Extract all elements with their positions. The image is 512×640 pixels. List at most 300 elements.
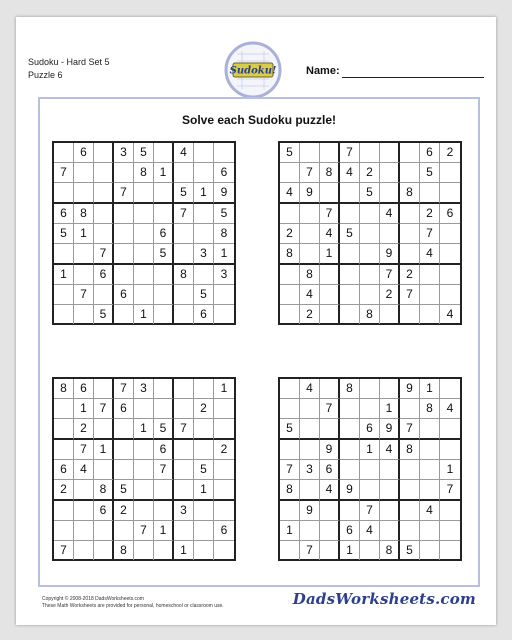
sudoku-cell[interactable]	[114, 460, 134, 480]
sudoku-cell[interactable]	[194, 204, 214, 224]
sudoku-cell: 4	[74, 460, 94, 480]
sudoku-cell: 8	[400, 183, 420, 204]
sudoku-cell: 7	[400, 419, 420, 440]
sudoku-cell[interactable]	[54, 285, 74, 305]
sudoku-cell[interactable]	[54, 305, 74, 324]
sudoku-cell: 8	[300, 265, 320, 285]
sudoku-cell[interactable]	[134, 285, 154, 305]
sudoku-cell[interactable]	[380, 521, 400, 541]
sudoku-cell[interactable]	[440, 501, 460, 521]
sudoku-cell: 7	[74, 440, 94, 460]
sudoku-cell[interactable]	[280, 265, 300, 285]
sudoku-cell: 4	[300, 379, 320, 399]
sudoku-cell[interactable]	[300, 244, 320, 265]
sudoku-cell[interactable]	[134, 440, 154, 460]
sudoku-cell: 4	[380, 204, 400, 224]
sudoku-cell: 3	[214, 265, 234, 285]
sudoku-cell[interactable]	[400, 501, 420, 521]
sudoku-cell[interactable]	[174, 224, 194, 244]
sudoku-cell[interactable]	[134, 183, 154, 204]
sudoku-cell[interactable]	[114, 224, 134, 244]
sudoku-cell: 5	[154, 244, 174, 265]
sudoku-cell: 4	[280, 183, 300, 204]
sudoku-cell[interactable]	[400, 480, 420, 501]
sudoku-cell[interactable]	[154, 379, 174, 399]
sudoku-cell[interactable]	[380, 183, 400, 204]
sudoku-cell[interactable]	[114, 419, 134, 440]
sudoku-cell[interactable]	[420, 265, 440, 285]
sudoku-cell[interactable]	[54, 440, 74, 460]
sudoku-cell: 5	[154, 419, 174, 440]
sudoku-cell[interactable]	[194, 163, 214, 183]
sudoku-cell[interactable]	[94, 285, 114, 305]
sudoku-cell[interactable]	[440, 183, 460, 204]
sudoku-cell[interactable]	[280, 541, 300, 560]
sudoku-cell[interactable]	[340, 501, 360, 521]
sudoku-cell: 1	[154, 521, 174, 541]
sudoku-cell[interactable]	[174, 460, 194, 480]
sudoku-cell[interactable]	[134, 501, 154, 521]
sudoku-cell: 2	[400, 265, 420, 285]
sudoku-cell: 6	[154, 440, 174, 460]
sudoku-cell[interactable]	[54, 501, 74, 521]
sudoku-cell[interactable]	[94, 183, 114, 204]
sudoku-cell[interactable]	[134, 399, 154, 419]
sudoku-cell[interactable]	[440, 419, 460, 440]
sudoku-cell[interactable]	[300, 204, 320, 224]
sudoku-cell[interactable]	[54, 521, 74, 541]
sudoku-cell[interactable]	[154, 399, 174, 419]
usage-notice: These Math Worksheets are provided for personal, homeschool or classroom use.	[42, 603, 224, 609]
sudoku-cell[interactable]	[280, 204, 300, 224]
sudoku-cell[interactable]	[400, 305, 420, 324]
sudoku-cell[interactable]	[400, 460, 420, 480]
sudoku-cell[interactable]	[174, 480, 194, 501]
sudoku-cell[interactable]	[114, 244, 134, 265]
sudoku-cell[interactable]	[54, 143, 74, 163]
sudoku-cell[interactable]	[420, 183, 440, 204]
name-label: Name:	[306, 65, 340, 77]
sudoku-cell[interactable]	[440, 163, 460, 183]
sudoku-cell: 1	[214, 379, 234, 399]
sudoku-cell: 8	[380, 541, 400, 560]
sudoku-cell[interactable]	[214, 285, 234, 305]
sudoku-cell: 1	[134, 419, 154, 440]
sudoku-cell[interactable]	[114, 521, 134, 541]
sudoku-cell[interactable]	[340, 419, 360, 440]
sudoku-cell[interactable]	[320, 521, 340, 541]
sudoku-cell[interactable]	[280, 163, 300, 183]
sudoku-cell[interactable]	[174, 163, 194, 183]
sudoku-cell: 1	[440, 460, 460, 480]
sudoku-cell: 7	[154, 460, 174, 480]
sudoku-cell[interactable]	[74, 244, 94, 265]
copyright-text: Copyright © 2008-2018 DadsWorksheets.com	[42, 596, 144, 602]
sudoku-cell[interactable]	[214, 501, 234, 521]
sudoku-cell: 7	[360, 501, 380, 521]
sudoku-cell: 2	[360, 163, 380, 183]
sudoku-cell[interactable]	[420, 419, 440, 440]
sudoku-grid-2	[278, 141, 462, 325]
sudoku-cell[interactable]	[380, 480, 400, 501]
sudoku-cell: 1	[320, 244, 340, 265]
sudoku-cell[interactable]	[280, 501, 300, 521]
sudoku-cell: 7	[174, 204, 194, 224]
sudoku-cell[interactable]	[440, 440, 460, 460]
sudoku-cell[interactable]	[194, 541, 214, 560]
sudoku-cell[interactable]	[380, 501, 400, 521]
sudoku-cell[interactable]	[114, 440, 134, 460]
sudoku-cell[interactable]	[154, 143, 174, 163]
sudoku-cell[interactable]	[320, 265, 340, 285]
sudoku-cell[interactable]	[300, 480, 320, 501]
sudoku-cell: 1	[134, 305, 154, 324]
worksheet-header	[28, 56, 110, 82]
sudoku-cell[interactable]	[74, 183, 94, 204]
sudoku-cell[interactable]	[54, 399, 74, 419]
sudoku-cell[interactable]	[320, 305, 340, 324]
sudoku-cell: 4	[320, 480, 340, 501]
sudoku-cell[interactable]	[300, 143, 320, 163]
sudoku-cell[interactable]	[400, 204, 420, 224]
sudoku-cell[interactable]	[340, 305, 360, 324]
sudoku-cell[interactable]	[94, 204, 114, 224]
sudoku-cell: 7	[440, 480, 460, 501]
sudoku-cell[interactable]	[134, 541, 154, 560]
sudoku-cell: 5	[194, 285, 214, 305]
sudoku-cell[interactable]	[94, 541, 114, 560]
sudoku-cell: 8	[280, 244, 300, 265]
sudoku-cell[interactable]	[440, 541, 460, 560]
sudoku-cell[interactable]	[94, 379, 114, 399]
sudoku-cell: 1	[154, 163, 174, 183]
sudoku-cell[interactable]	[154, 501, 174, 521]
sudoku-cell[interactable]	[360, 379, 380, 399]
sudoku-cell[interactable]	[114, 305, 134, 324]
sudoku-cell: 2	[280, 224, 300, 244]
sudoku-cell[interactable]	[114, 265, 134, 285]
sudoku-cell[interactable]	[94, 224, 114, 244]
sudoku-cell: 1	[340, 541, 360, 560]
sudoku-cell[interactable]	[320, 379, 340, 399]
sudoku-cell: 5	[114, 480, 134, 501]
sudoku-cell[interactable]	[320, 285, 340, 305]
sudoku-cell[interactable]	[440, 285, 460, 305]
sudoku-cell[interactable]	[154, 183, 174, 204]
sudoku-cell[interactable]	[174, 285, 194, 305]
sudoku-cell: 4	[380, 440, 400, 460]
sudoku-cell[interactable]	[134, 480, 154, 501]
sudoku-cell: 2	[420, 204, 440, 224]
sudoku-cell[interactable]	[340, 285, 360, 305]
sudoku-cell[interactable]	[94, 163, 114, 183]
sudoku-cell[interactable]	[340, 265, 360, 285]
sudoku-cell[interactable]	[360, 460, 380, 480]
sudoku-cell: 6	[360, 419, 380, 440]
sudoku-cell[interactable]	[380, 379, 400, 399]
sudoku-cell: 8	[74, 204, 94, 224]
sudoku-cell[interactable]	[114, 204, 134, 224]
sudoku-cell: 8	[360, 305, 380, 324]
sudoku-cell[interactable]	[74, 265, 94, 285]
sudoku-cell[interactable]	[54, 183, 74, 204]
sudoku-cell[interactable]	[214, 541, 234, 560]
sudoku-cell[interactable]	[280, 305, 300, 324]
sudoku-cell: 6	[420, 143, 440, 163]
sudoku-cell[interactable]	[154, 541, 174, 560]
sudoku-cell[interactable]	[174, 399, 194, 419]
sudoku-cell: 9	[340, 480, 360, 501]
sudoku-cell: 2	[214, 440, 234, 460]
sudoku-cell[interactable]	[340, 183, 360, 204]
sudoku-cell: 4	[420, 501, 440, 521]
sudoku-cell: 5	[214, 204, 234, 224]
sudoku-cell: 4	[360, 521, 380, 541]
sudoku-cell[interactable]	[134, 204, 154, 224]
sudoku-cell: 7	[320, 204, 340, 224]
sudoku-cell: 5	[174, 183, 194, 204]
sudoku-cell[interactable]	[194, 265, 214, 285]
sudoku-cell[interactable]	[380, 305, 400, 324]
sudoku-cell[interactable]	[320, 541, 340, 560]
sudoku-cell[interactable]	[174, 440, 194, 460]
puzzle-number: Puzzle 6	[28, 70, 63, 80]
sudoku-grid-3	[52, 377, 236, 561]
sudoku-cell: 4	[446, 307, 454, 321]
sudoku-cell[interactable]	[400, 244, 420, 265]
sudoku-grid-1	[52, 141, 236, 325]
sudoku-cell: 5	[194, 460, 214, 480]
sudoku-cell[interactable]	[300, 440, 320, 460]
name-line[interactable]	[342, 77, 484, 78]
sudoku-cell[interactable]	[174, 305, 194, 324]
sudoku-cell: 7	[300, 541, 320, 560]
sudoku-cell: 7	[380, 265, 400, 285]
sudoku-cell: 7	[94, 399, 114, 419]
sudoku-cell[interactable]	[340, 244, 360, 265]
sudoku-cell[interactable]	[300, 224, 320, 244]
sudoku-cell[interactable]	[400, 224, 420, 244]
sudoku-cell: 7	[74, 285, 94, 305]
sudoku-cell[interactable]	[280, 379, 300, 399]
sudoku-cell[interactable]	[94, 521, 114, 541]
sudoku-cell[interactable]	[194, 379, 214, 399]
instructions: Solve each Sudoku puzzle!	[181, 113, 337, 127]
sudoku-cell[interactable]	[380, 224, 400, 244]
sudoku-cell[interactable]	[214, 399, 234, 419]
sudoku-cell[interactable]	[380, 163, 400, 183]
sudoku-cell: 1	[74, 224, 94, 244]
sudoku-cell: 5	[54, 224, 74, 244]
sudoku-cell[interactable]	[214, 480, 234, 501]
sudoku-cell[interactable]	[400, 163, 420, 183]
sudoku-cell[interactable]	[194, 419, 214, 440]
sudoku-cell: 6	[214, 163, 234, 183]
sudoku-cell: 6	[154, 224, 174, 244]
sudoku-cell: 6	[74, 379, 94, 399]
sudoku-cell[interactable]	[74, 501, 94, 521]
sudoku-cell[interactable]	[74, 541, 94, 560]
sudoku-cell[interactable]	[300, 419, 320, 440]
brand-logo: DadsWorksheets.com	[292, 590, 476, 608]
sudoku-cell: 5	[400, 541, 420, 560]
sudoku-cell: 2	[74, 419, 94, 440]
sudoku-cell: 7	[340, 143, 360, 163]
sudoku-cell[interactable]	[360, 541, 380, 560]
sudoku-cell[interactable]	[380, 460, 400, 480]
sudoku-cell[interactable]	[360, 143, 380, 163]
sudoku-cell: 8	[114, 541, 134, 560]
sudoku-cell[interactable]	[420, 480, 440, 501]
sudoku-cell[interactable]	[194, 224, 214, 244]
sudoku-cell[interactable]	[134, 265, 154, 285]
sudoku-cell[interactable]	[54, 244, 74, 265]
sudoku-cell[interactable]	[420, 541, 440, 560]
sudoku-cell[interactable]	[420, 305, 440, 324]
sudoku-cell: 8	[280, 480, 300, 501]
sudoku-cell: 8	[214, 224, 234, 244]
sudoku-cell[interactable]	[194, 521, 214, 541]
sudoku-cell[interactable]	[214, 305, 234, 324]
sudoku-cell: 1	[380, 399, 400, 419]
sudoku-cell: 8	[420, 399, 440, 419]
sudoku-cell: 9	[380, 419, 400, 440]
sudoku-cell: 7	[320, 399, 340, 419]
sudoku-cell[interactable]	[440, 224, 460, 244]
sudoku-cell: 1	[360, 440, 380, 460]
sudoku-cell[interactable]	[440, 379, 460, 399]
sudoku-cell: 3	[174, 501, 194, 521]
sudoku-cell: 7	[54, 163, 74, 183]
sudoku-cell[interactable]	[400, 399, 420, 419]
sudoku-cell[interactable]	[340, 204, 360, 224]
sudoku-cell[interactable]	[420, 460, 440, 480]
sudoku-cell: 8	[134, 163, 154, 183]
sudoku-cell: 1	[194, 183, 214, 204]
sudoku-cell[interactable]	[214, 419, 234, 440]
sudoku-cell[interactable]	[360, 285, 380, 305]
sudoku-cell[interactable]	[360, 399, 380, 419]
sudoku-cell[interactable]	[320, 143, 340, 163]
sudoku-cell[interactable]	[400, 521, 420, 541]
sudoku-cell[interactable]	[380, 143, 400, 163]
sudoku-cell[interactable]	[420, 440, 440, 460]
sudoku-cell: 6	[54, 204, 74, 224]
sudoku-cell: 6	[440, 204, 460, 224]
sudoku-cell[interactable]	[134, 224, 154, 244]
sudoku-cell: 7	[280, 460, 300, 480]
worksheet-page	[16, 17, 496, 625]
sudoku-cell: 9	[380, 244, 400, 265]
sudoku-cell: 2	[300, 305, 320, 324]
sudoku-cell[interactable]	[340, 440, 360, 460]
sudoku-cell: 6	[214, 521, 234, 541]
sudoku-cell[interactable]	[194, 440, 214, 460]
sudoku-cell: 4	[320, 224, 340, 244]
sudoku-cell[interactable]	[74, 480, 94, 501]
sudoku-cell[interactable]	[440, 265, 460, 285]
sudoku-cell[interactable]	[154, 305, 174, 324]
sudoku-cell[interactable]	[134, 244, 154, 265]
sudoku-cell[interactable]	[154, 265, 174, 285]
sudoku-cell[interactable]	[360, 480, 380, 501]
sudoku-cell: 3	[134, 379, 154, 399]
sudoku-cell[interactable]	[174, 244, 194, 265]
sudoku-cell: 6	[74, 143, 94, 163]
sudoku-cell[interactable]	[194, 501, 214, 521]
sudoku-logo	[224, 41, 282, 99]
sudoku-cell[interactable]	[280, 285, 300, 305]
sudoku-cell[interactable]	[420, 521, 440, 541]
sudoku-cell[interactable]	[74, 163, 94, 183]
sudoku-cell[interactable]	[360, 224, 380, 244]
sudoku-cell[interactable]	[74, 521, 94, 541]
sudoku-cell: 7	[400, 285, 420, 305]
sudoku-cell[interactable]	[94, 143, 114, 163]
sudoku-cell: 1	[214, 244, 234, 265]
sudoku-cell: 6	[94, 265, 114, 285]
sudoku-cell[interactable]	[214, 460, 234, 480]
sudoku-cell: 9	[300, 183, 320, 204]
sudoku-cell: 5	[420, 163, 440, 183]
sudoku-cell[interactable]	[360, 265, 380, 285]
sudoku-cell: 1	[174, 541, 194, 560]
sudoku-cell[interactable]	[300, 399, 320, 419]
sudoku-cell: 7	[114, 379, 134, 399]
sudoku-cell: 1	[420, 379, 440, 399]
sudoku-cell[interactable]	[74, 305, 94, 324]
sudoku-cell[interactable]	[134, 460, 154, 480]
sudoku-cell[interactable]	[194, 143, 214, 163]
sudoku-cell[interactable]	[340, 399, 360, 419]
sudoku-cell[interactable]	[154, 285, 174, 305]
sudoku-cell[interactable]	[280, 440, 300, 460]
sudoku-cell[interactable]	[400, 143, 420, 163]
sudoku-cell: 5	[360, 183, 380, 204]
sudoku-cell: 6	[194, 305, 214, 324]
sudoku-cell[interactable]	[420, 285, 440, 305]
sudoku-cell[interactable]	[214, 143, 234, 163]
sudoku-cell[interactable]	[174, 521, 194, 541]
sudoku-cell[interactable]	[154, 480, 174, 501]
sudoku-cell[interactable]	[340, 460, 360, 480]
sudoku-cell: 2	[194, 399, 214, 419]
puzzle-frame	[38, 97, 480, 587]
sudoku-cell[interactable]	[360, 204, 380, 224]
sudoku-cell[interactable]	[360, 244, 380, 265]
sudoku-cell[interactable]	[440, 244, 460, 265]
sudoku-cell[interactable]	[174, 379, 194, 399]
sudoku-cell: 1	[194, 480, 214, 501]
sudoku-cell[interactable]	[320, 419, 340, 440]
sudoku-cell[interactable]	[114, 163, 134, 183]
sudoku-cell[interactable]	[54, 419, 74, 440]
sudoku-cell[interactable]	[154, 204, 174, 224]
sudoku-cell: 8	[400, 440, 420, 460]
sudoku-cell[interactable]	[280, 399, 300, 419]
sudoku-cell[interactable]	[320, 183, 340, 204]
sudoku-cell[interactable]	[300, 521, 320, 541]
sudoku-cell: 5	[94, 305, 114, 324]
sudoku-cell: 4	[420, 244, 440, 265]
sudoku-cell[interactable]	[94, 460, 114, 480]
sudoku-cell: 5	[280, 143, 300, 163]
sudoku-cell[interactable]	[94, 419, 114, 440]
sudoku-cell[interactable]	[320, 501, 340, 521]
sudoku-cell[interactable]	[440, 521, 460, 541]
sudoku-cell: 1	[54, 265, 74, 285]
sudoku-cell: 2	[54, 480, 74, 501]
